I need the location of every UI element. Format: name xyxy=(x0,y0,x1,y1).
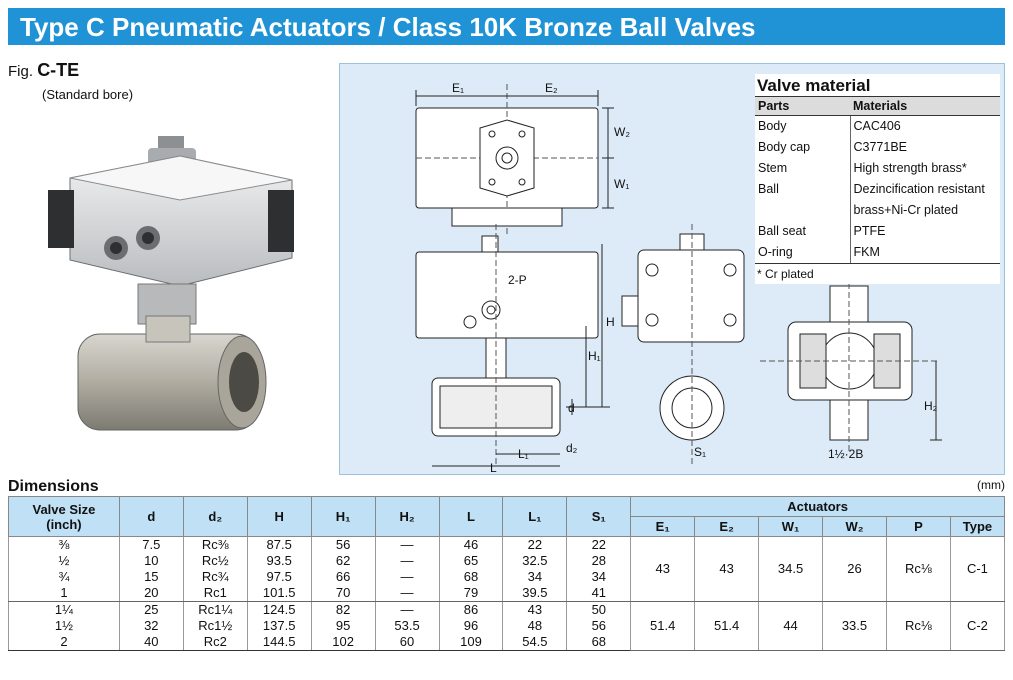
l-cell: 96 xyxy=(439,618,503,634)
material-row xyxy=(755,116,1000,138)
parts-header: Parts xyxy=(755,97,850,116)
h2-cell: — xyxy=(375,553,439,569)
e2-cell: 51.4 xyxy=(695,602,759,651)
material-row xyxy=(755,179,1000,200)
material-row xyxy=(755,137,1000,158)
material-row xyxy=(755,221,1000,242)
size-cell: ¾ xyxy=(9,569,120,585)
part-cell: Ball seat xyxy=(755,221,850,242)
w1-cell: 34.5 xyxy=(759,537,823,602)
valve-material-box xyxy=(755,74,1000,284)
l1-cell: 32.5 xyxy=(503,553,567,569)
figure-label xyxy=(8,60,79,81)
col-e2-header: E₂ xyxy=(695,517,759,537)
part-cell: Ball xyxy=(755,179,850,200)
col-type-header: Type xyxy=(950,517,1004,537)
dimensions-title: Dimensions xyxy=(8,478,99,495)
label-l: L xyxy=(490,461,497,475)
l-cell: 65 xyxy=(439,553,503,569)
h-cell: 93.5 xyxy=(247,553,311,569)
h-cell: 137.5 xyxy=(247,618,311,634)
l1-cell: 22 xyxy=(503,537,567,554)
d2-cell: Rc⅜ xyxy=(183,537,247,554)
material-row xyxy=(755,200,1000,221)
material-row xyxy=(755,158,1000,179)
part-cell xyxy=(755,200,850,221)
size-cell: 1¼ xyxy=(9,602,120,619)
label-d: d xyxy=(568,401,575,415)
material-cell: C3771BE xyxy=(853,140,908,154)
d-cell: 25 xyxy=(119,602,183,619)
l1-cell: 48 xyxy=(503,618,567,634)
materials-header: Materials xyxy=(850,97,1000,116)
h-cell: 144.5 xyxy=(247,634,311,651)
part-cell: Body cap xyxy=(755,137,850,158)
d2-cell: Rc1½ xyxy=(183,618,247,634)
h1-cell: 102 xyxy=(311,634,375,651)
label-h2: H₂ xyxy=(924,399,938,413)
col-e1-header: E₁ xyxy=(631,517,695,537)
col-p-header: P xyxy=(886,517,950,537)
l-cell: 109 xyxy=(439,634,503,651)
h1-cell: 56 xyxy=(311,537,375,554)
figure-subtitle: (Standard bore) xyxy=(42,87,134,102)
s1-cell: 50 xyxy=(567,602,631,619)
l1-cell: 54.5 xyxy=(503,634,567,651)
part-cell: O-ring xyxy=(755,242,850,264)
valve-size-label: Valve Size xyxy=(32,501,96,517)
size-cell: ½ xyxy=(9,553,120,569)
h2-cell: — xyxy=(375,602,439,619)
label-e1: E₁ xyxy=(452,81,465,95)
size-cell: 1½ xyxy=(9,618,120,634)
s1-cell: 41 xyxy=(567,585,631,602)
l-cell: 46 xyxy=(439,537,503,554)
h-cell: 97.5 xyxy=(247,569,311,585)
col-l-header: L xyxy=(439,497,503,537)
d2-cell: Rc1 xyxy=(183,585,247,602)
l-cell: 68 xyxy=(439,569,503,585)
label-h: H xyxy=(606,315,615,329)
material-cell: FKM xyxy=(850,242,1000,264)
d2-cell: Rc½ xyxy=(183,553,247,569)
h1-cell: 62 xyxy=(311,553,375,569)
col-d-header: d xyxy=(119,497,183,537)
d-cell: 10 xyxy=(119,553,183,569)
inch-label: (inch) xyxy=(46,516,82,532)
w1-cell: 44 xyxy=(759,602,823,651)
h2-cell: 60 xyxy=(375,634,439,651)
col-h1-header: H₁ xyxy=(311,497,375,537)
p-cell: Rc⅛ xyxy=(886,537,950,602)
figure-prefix: Fig. xyxy=(8,63,34,80)
l-cell: 86 xyxy=(439,602,503,619)
h1-cell: 66 xyxy=(311,569,375,585)
w2-cell: 26 xyxy=(823,537,887,602)
table-row xyxy=(9,602,1005,619)
s1-cell: 56 xyxy=(567,618,631,634)
title-bar xyxy=(8,8,1005,45)
material-cell: PTFE xyxy=(853,224,886,238)
h1-cell: 70 xyxy=(311,585,375,602)
dimensions-unit: (mm) xyxy=(977,478,1005,492)
d2-cell: Rc1¼ xyxy=(183,602,247,619)
e1-cell: 51.4 xyxy=(631,602,695,651)
l1-cell: 34 xyxy=(503,569,567,585)
label-s1: S₁ xyxy=(694,445,707,459)
l-cell: 79 xyxy=(439,585,503,602)
col-w2-header: W₂ xyxy=(823,517,887,537)
col-d2-header: d₂ xyxy=(183,497,247,537)
dimensions-table xyxy=(8,496,1005,651)
s1-cell: 34 xyxy=(567,569,631,585)
e1-cell: 43 xyxy=(631,537,695,602)
s1-cell: 68 xyxy=(567,634,631,651)
label-thread: 1½·2B xyxy=(828,447,864,461)
valve-material-title: Valve material xyxy=(757,76,871,95)
label-w2: W₂ xyxy=(614,125,630,139)
figure-code: C-TE xyxy=(37,60,80,80)
material-cell: brass+Ni-Cr plated xyxy=(853,203,959,217)
l1-cell: 43 xyxy=(503,602,567,619)
type-cell: C-1 xyxy=(950,537,1004,602)
part-cell: Stem xyxy=(755,158,850,179)
material-cell: Dezincification resistant xyxy=(853,182,985,196)
material-cell: CAC406 xyxy=(853,119,901,133)
col-h2-header: H₂ xyxy=(375,497,439,537)
type-cell: C-2 xyxy=(950,602,1004,651)
material-note: * Cr plated xyxy=(757,267,814,281)
valve-photo xyxy=(30,108,320,468)
h-cell: 101.5 xyxy=(247,585,311,602)
size-cell: 2 xyxy=(9,634,120,651)
s1-cell: 22 xyxy=(567,537,631,554)
l1-cell: 39.5 xyxy=(503,585,567,602)
h2-cell: — xyxy=(375,585,439,602)
valve-material-table xyxy=(755,96,1000,264)
p-cell: Rc⅛ xyxy=(886,602,950,651)
d2-cell: Rc¾ xyxy=(183,569,247,585)
size-cell: ⅜ xyxy=(9,537,120,554)
w2-cell: 33.5 xyxy=(823,602,887,651)
d2-cell: Rc2 xyxy=(183,634,247,651)
e2-cell: 43 xyxy=(695,537,759,602)
h1-cell: 82 xyxy=(311,602,375,619)
valve-size-header xyxy=(9,497,120,537)
h2-cell: — xyxy=(375,537,439,554)
page-title: Type C Pneumatic Actuators / Class 10K Bronze Ball Valves xyxy=(20,12,756,42)
table-row xyxy=(9,537,1005,554)
h1-cell: 95 xyxy=(311,618,375,634)
label-w1: W₁ xyxy=(614,177,630,191)
col-l1-header: L₁ xyxy=(503,497,567,537)
d-cell: 15 xyxy=(119,569,183,585)
d-cell: 40 xyxy=(119,634,183,651)
h-cell: 124.5 xyxy=(247,602,311,619)
label-h1: H₁ xyxy=(588,349,601,363)
col-s1-header: S₁ xyxy=(567,497,631,537)
h2-cell: — xyxy=(375,569,439,585)
h-cell: 87.5 xyxy=(247,537,311,554)
col-w1-header: W₁ xyxy=(759,517,823,537)
s1-cell: 28 xyxy=(567,553,631,569)
d-cell: 7.5 xyxy=(119,537,183,554)
col-h-header: H xyxy=(247,497,311,537)
label-l1: L₁ xyxy=(518,447,529,461)
drawing-panel xyxy=(339,63,1005,475)
h2-cell: 53.5 xyxy=(375,618,439,634)
label-e2: E₂ xyxy=(545,81,558,95)
actuators-header: Actuators xyxy=(631,497,1005,517)
d-cell: 20 xyxy=(119,585,183,602)
label-port: 2-P xyxy=(508,273,527,287)
part-cell: Body xyxy=(755,116,850,138)
size-cell: 1 xyxy=(9,585,120,602)
material-cell: High strength brass* xyxy=(853,161,967,175)
d-cell: 32 xyxy=(119,618,183,634)
label-d2: d₂ xyxy=(566,441,578,455)
material-row xyxy=(755,242,1000,264)
